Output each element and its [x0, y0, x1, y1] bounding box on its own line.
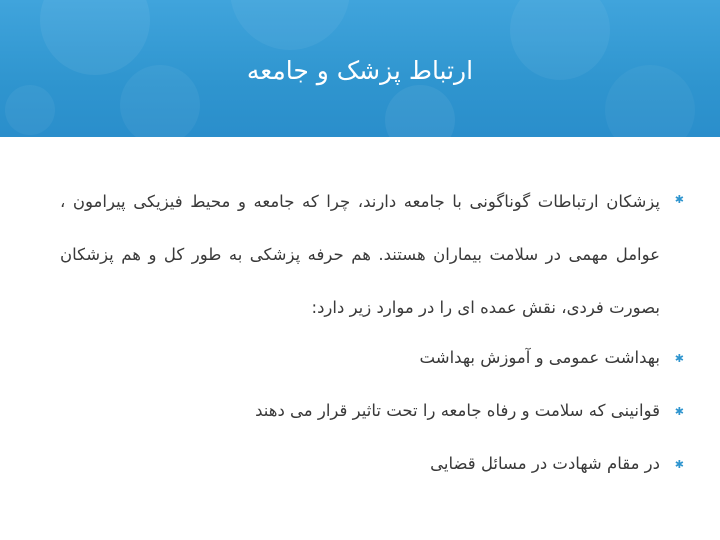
title-banner [0, 0, 720, 137]
list-item [60, 454, 690, 474]
star-bullet-icon: ✱ [674, 352, 686, 365]
star-bullet-icon: ✱ [674, 458, 686, 471]
list-item-text: در مقام شهادت در مسائل قضایی [430, 454, 660, 473]
list-item [60, 401, 690, 421]
star-bullet-icon: ✱ [674, 405, 686, 418]
intro-paragraph [60, 175, 690, 334]
slide-title: ارتباط پزشک و جامعه [246, 56, 474, 85]
intro-paragraph-text: پزشکان ارتباطات گوناگونی با جامعه دارند، چرا که جامعه و محیط فیزیکی پیرامون ، عوامل مهمی در سلامت بیماران هستند. هم حرفه پزشکی به طور کل و هم پزشکان بصورت فردی، نقش عمده ای را در موارد زیر دارد: [60, 192, 660, 317]
list-item [60, 348, 690, 368]
slide-body [60, 175, 690, 474]
list-item-text: قوانینی که سلامت و رفاه جامعه را تحت تاثیر قرار می دهند [255, 401, 660, 420]
list-item-text: بهداشت عمومی و آموزش بهداشت [419, 348, 660, 367]
star-bullet-icon: ✱ [674, 193, 686, 206]
